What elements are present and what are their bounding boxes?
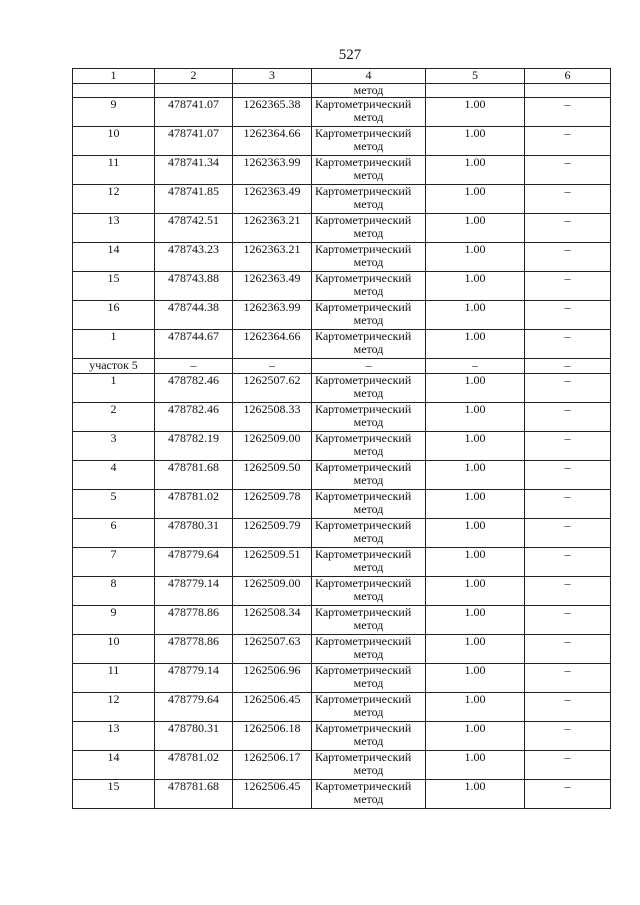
header-cell: 4 [312,69,426,84]
table-row [73,214,611,243]
coord-y: 1262509.78 [233,490,312,519]
table-row [73,461,611,490]
accuracy: 1.00 [426,751,525,780]
table-row [73,722,611,751]
table-row [73,127,611,156]
method-line-2: метод [353,676,384,690]
point-number: 8 [73,577,155,606]
coord-y: 1262509.79 [233,519,312,548]
method-line-1: Картометрический [315,242,412,256]
point-number: 9 [73,606,155,635]
note: – [525,243,611,272]
note: – [525,185,611,214]
coord-x: 478781.02 [155,751,233,780]
section-row [73,359,611,374]
method-cell [312,577,426,606]
method-line-2: метод [353,168,384,182]
point-number: 14 [73,751,155,780]
method-line-2: метод [353,284,384,298]
coord-y: 1262509.00 [233,577,312,606]
method-line-1: Картометрический [315,213,412,227]
section-label: участок 5 [73,359,155,374]
method-line-2: метод [353,792,384,806]
point-number: 12 [73,693,155,722]
method-line-1: Картометрический [315,126,412,140]
method-line-2: метод [353,647,384,661]
method-line-1: Картометрический [315,721,412,735]
table-row [73,374,611,403]
continuation-method: метод [312,84,426,98]
coord-x: 478782.46 [155,374,233,403]
point-number: 10 [73,635,155,664]
method-cell [312,374,426,403]
coord-y: 1262506.45 [233,780,312,809]
table-row [73,635,611,664]
table-row [73,751,611,780]
coord-x: 478741.85 [155,185,233,214]
accuracy: 1.00 [426,127,525,156]
note: – [525,301,611,330]
section-dash: – [155,359,233,374]
point-number: 13 [73,214,155,243]
method-line-2: метод [353,139,384,153]
coord-x: 478779.14 [155,577,233,606]
method-line-1: Картометрический [315,634,412,648]
point-number: 1 [73,374,155,403]
method-line-2: метод [353,342,384,356]
method-line-2: метод [353,502,384,516]
accuracy: 1.00 [426,403,525,432]
table-row [73,156,611,185]
coord-y: 1262508.33 [233,403,312,432]
note: – [525,664,611,693]
point-number: 4 [73,461,155,490]
method-cell [312,330,426,359]
method-line-2: метод [353,110,384,124]
table-row [73,519,611,548]
coord-x: 478782.19 [155,432,233,461]
coord-y: 1262509.00 [233,432,312,461]
table-row [73,780,611,809]
accuracy: 1.00 [426,156,525,185]
accuracy: 1.00 [426,330,525,359]
method-cell [312,664,426,693]
method-line-2: метод [353,705,384,719]
coord-y: 1262363.99 [233,156,312,185]
point-number: 15 [73,780,155,809]
coord-x: 478741.07 [155,98,233,127]
table-row [73,403,611,432]
coord-x: 478741.34 [155,156,233,185]
coord-x: 478743.23 [155,243,233,272]
method-line-1: Картометрический [315,329,412,343]
accuracy: 1.00 [426,693,525,722]
header-cell: 2 [155,69,233,84]
table-row [73,98,611,127]
method-line-1: Картометрический [315,402,412,416]
note: – [525,577,611,606]
method-line-1: Картометрический [315,97,412,111]
header-cell: 3 [233,69,312,84]
page-number: 527 [338,47,362,63]
point-number: 1 [73,330,155,359]
coord-x: 478742.51 [155,214,233,243]
coord-x: 478780.31 [155,519,233,548]
method-cell [312,214,426,243]
table-row [73,606,611,635]
point-number: 16 [73,301,155,330]
accuracy: 1.00 [426,519,525,548]
coord-x: 478781.68 [155,780,233,809]
section-dash: – [426,359,525,374]
coord-x: 478782.46 [155,403,233,432]
method-line-2: метод [353,226,384,240]
method-line-2: метод [353,589,384,603]
note: – [525,780,611,809]
method-line-1: Картометрический [315,300,412,314]
coord-y: 1262506.96 [233,664,312,693]
method-cell [312,751,426,780]
method-cell [312,127,426,156]
method-line-1: Картометрический [315,271,412,285]
method-cell [312,243,426,272]
note: – [525,693,611,722]
accuracy: 1.00 [426,606,525,635]
note: – [525,330,611,359]
section-dash: – [312,359,426,374]
table-row [73,243,611,272]
coord-x: 478780.31 [155,722,233,751]
method-line-2: метод [353,734,384,748]
header-cell: 5 [426,69,525,84]
method-cell [312,272,426,301]
continuation-row [73,84,611,98]
coord-x: 478779.14 [155,664,233,693]
method-line-1: Картометрический [315,605,412,619]
coord-y: 1262506.17 [233,751,312,780]
note: – [525,214,611,243]
method-line-1: Картометрический [315,692,412,706]
method-line-1: Картометрический [315,155,412,169]
note: – [525,722,611,751]
method-cell [312,156,426,185]
method-cell [312,606,426,635]
point-number: 7 [73,548,155,577]
table-row [73,272,611,301]
accuracy: 1.00 [426,722,525,751]
coord-y: 1262363.49 [233,272,312,301]
table-row [73,548,611,577]
point-number: 13 [73,722,155,751]
method-line-1: Картометрический [315,431,412,445]
note: – [525,272,611,301]
method-cell [312,780,426,809]
coord-y: 1262363.21 [233,243,312,272]
method-cell [312,722,426,751]
table-row [73,330,611,359]
note: – [525,127,611,156]
accuracy: 1.00 [426,490,525,519]
note: – [525,403,611,432]
accuracy: 1.00 [426,185,525,214]
method-cell [312,548,426,577]
method-cell [312,693,426,722]
coord-x: 478779.64 [155,693,233,722]
method-line-2: метод [353,415,384,429]
header-cell: 1 [73,69,155,84]
coord-y: 1262364.66 [233,330,312,359]
note: – [525,156,611,185]
accuracy: 1.00 [426,243,525,272]
note: – [525,751,611,780]
accuracy: 1.00 [426,374,525,403]
table-row [73,577,611,606]
coord-x: 478741.07 [155,127,233,156]
accuracy: 1.00 [426,635,525,664]
method-cell [312,519,426,548]
method-cell [312,432,426,461]
method-cell [312,301,426,330]
note: – [525,635,611,664]
note: – [525,519,611,548]
coord-x: 478778.86 [155,635,233,664]
header-row [73,69,611,84]
coord-y: 1262363.49 [233,185,312,214]
method-line-1: Картометрический [315,750,412,764]
accuracy: 1.00 [426,301,525,330]
coord-y: 1262507.63 [233,635,312,664]
coord-x: 478779.64 [155,548,233,577]
note: – [525,606,611,635]
method-line-2: метод [353,618,384,632]
accuracy: 1.00 [426,432,525,461]
method-line-2: метод [353,531,384,545]
method-line-1: Картометрический [315,184,412,198]
method-line-1: Картометрический [315,489,412,503]
note: – [525,548,611,577]
note: – [525,432,611,461]
method-line-2: метод [353,386,384,400]
method-cell [312,635,426,664]
method-cell [312,490,426,519]
accuracy: 1.00 [426,548,525,577]
coord-y: 1262507.62 [233,374,312,403]
accuracy: 1.00 [426,214,525,243]
coord-y: 1262364.66 [233,127,312,156]
header-cell: 6 [525,69,611,84]
coord-y: 1262506.45 [233,693,312,722]
method-line-2: метод [353,473,384,487]
note: – [525,98,611,127]
accuracy: 1.00 [426,664,525,693]
method-cell [312,98,426,127]
point-number: 10 [73,127,155,156]
coord-x: 478781.02 [155,490,233,519]
note: – [525,461,611,490]
method-cell [312,185,426,214]
accuracy: 1.00 [426,780,525,809]
table-row [73,432,611,461]
coord-y: 1262508.34 [233,606,312,635]
coord-y: 1262363.99 [233,301,312,330]
method-line-1: Картометрический [315,576,412,590]
method-line-1: Картометрический [315,373,412,387]
coord-x: 478744.67 [155,330,233,359]
method-line-1: Картометрический [315,518,412,532]
section-dash: – [525,359,611,374]
method-line-2: метод [353,197,384,211]
coord-x: 478743.88 [155,272,233,301]
section-dash: – [233,359,312,374]
table-row [73,301,611,330]
point-number: 14 [73,243,155,272]
table-row [73,664,611,693]
point-number: 15 [73,272,155,301]
coord-x: 478778.86 [155,606,233,635]
method-line-1: Картометрический [315,460,412,474]
point-number: 9 [73,98,155,127]
table-row [73,693,611,722]
table-row [73,185,611,214]
method-line-1: Картометрический [315,547,412,561]
point-number: 12 [73,185,155,214]
point-number: 11 [73,664,155,693]
note: – [525,374,611,403]
coord-y: 1262365.38 [233,98,312,127]
point-number: 11 [73,156,155,185]
coord-y: 1262509.51 [233,548,312,577]
accuracy: 1.00 [426,577,525,606]
method-line-2: метод [353,763,384,777]
method-line-2: метод [353,313,384,327]
method-cell [312,403,426,432]
coord-y: 1262506.18 [233,722,312,751]
method-line-2: метод [353,444,384,458]
accuracy: 1.00 [426,461,525,490]
coord-y: 1262509.50 [233,461,312,490]
method-line-2: метод [353,255,384,269]
accuracy: 1.00 [426,272,525,301]
coord-x: 478744.38 [155,301,233,330]
point-number: 6 [73,519,155,548]
method-line-1: Картометрический [315,779,412,793]
method-cell [312,461,426,490]
point-number: 5 [73,490,155,519]
coord-x: 478781.68 [155,461,233,490]
method-line-2: метод [353,560,384,574]
method-line-1: Картометрический [315,663,412,677]
note: – [525,490,611,519]
coord-y: 1262363.21 [233,214,312,243]
point-number: 3 [73,432,155,461]
coordinates-table [72,68,611,809]
point-number: 2 [73,403,155,432]
accuracy: 1.00 [426,98,525,127]
table-row [73,490,611,519]
